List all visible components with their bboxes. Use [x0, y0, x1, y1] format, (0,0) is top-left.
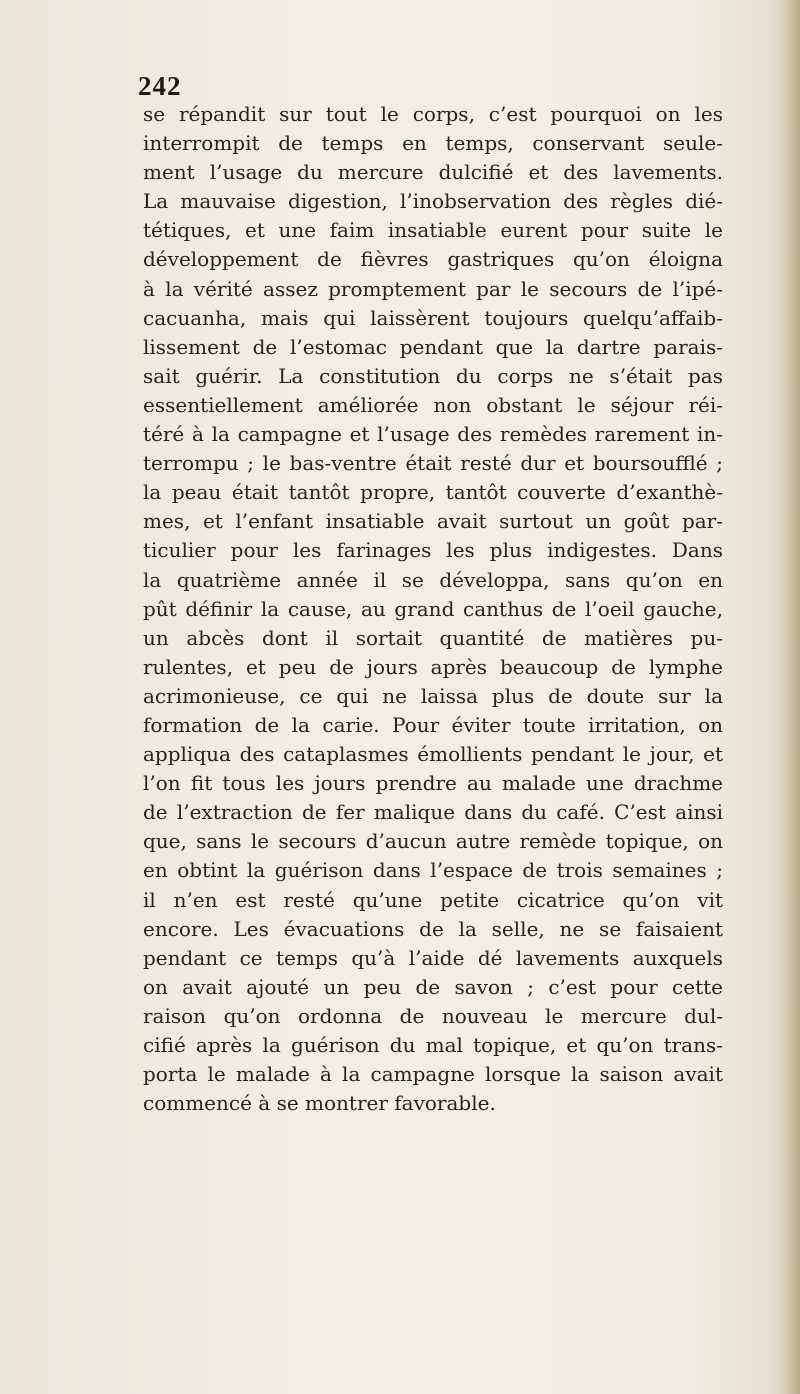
text-line: développement de fièvres gastriques qu’on éloigna — [143, 247, 723, 272]
text-line: pendant ce temps qu’à l’aide dé lavements auxquels — [143, 945, 723, 970]
text-line: se répandit sur tout le corps, c’est pourquoi on les — [143, 102, 723, 126]
text-line: un abcès dont il sortait quantité de matières pu- — [143, 625, 723, 650]
text-line: La mauvaise digestion, l’inobservation des règles dié- — [143, 189, 723, 214]
text-line: ticulier pour les farinages les plus indigestes. Dans — [143, 538, 723, 563]
text-line: mes, et l’enfant insatiable avait surtout un goût par- — [143, 509, 723, 534]
text-line: encore. Les évacuations de la selle, ne se faisaient — [143, 916, 723, 941]
text-line: que, sans le secours d’aucun autre remède topique, on — [143, 829, 723, 854]
text-line: il n’en est resté qu’une petite cicatrice qu’on vit — [143, 887, 723, 912]
text-line: à la vérité assez promptement par le secours de l’ipé- — [143, 276, 723, 301]
text-line: acrimonieuse, ce qui ne laissa plus de doute sur la — [143, 683, 723, 708]
body-text — [143, 100, 723, 1118]
text-line: ment l’usage du mercure dulcifié et des lavements. — [143, 160, 723, 185]
text-line: appliqua des cataplasmes émollients pendant le jour, et — [143, 742, 723, 767]
page-edge-shadow — [774, 0, 800, 1394]
text-line: la quatrième année il se développa, sans qu’on en — [143, 567, 723, 592]
text-line: commencé à se montrer favorable. — [143, 1091, 496, 1116]
text-line: pût définir la cause, au grand canthus de l’oeil gauche, — [143, 596, 723, 621]
text-line: formation de la carie. Pour éviter toute irritation, on — [143, 712, 723, 737]
text-line: la peau était tantôt propre, tantôt couverte d’exanthè- — [143, 480, 723, 505]
text-line: tétiques, et une faim insatiable eurent pour suite le — [143, 218, 723, 243]
text-line: l’on fit tous les jours prendre au malade une drachme — [143, 771, 723, 796]
text-line: interrompit de temps en temps, conservant seule- — [143, 131, 723, 156]
text-line: essentiellement améliorée non obstant le séjour réi- — [143, 392, 723, 417]
text-line: on avait ajouté un peu de savon ; c’est pour cette — [143, 974, 723, 999]
text-line: cacuanha, mais qui laissèrent toujours quelqu’affaib- — [143, 305, 723, 330]
text-line: de l’extraction de fer malique dans du café. C’est ainsi — [143, 800, 723, 825]
text-line: raison qu’on ordonna de nouveau le mercure dul- — [143, 1003, 723, 1028]
text-line: cifié après la guérison du mal topique, et qu’on trans- — [143, 1033, 723, 1057]
text-line: sait guérir. La constitution du corps ne s’était pas — [143, 363, 723, 388]
text-line: rulentes, et peu de jours après beaucoup de lymphe — [143, 654, 723, 679]
text-line: terrompu ; le bas-ventre était resté dur et boursoufflé ; — [143, 451, 723, 476]
page-number: 242 — [138, 71, 182, 101]
text-line: porta le malade à la campagne lorsque la saison avait — [143, 1062, 723, 1087]
text-line: en obtint la guérison dans l’espace de trois semaines ; — [143, 858, 723, 883]
text-line: téré à la campagne et l’usage des remèdes rarement in- — [143, 422, 723, 447]
text-line: lissement de l’estomac pendant que la dartre parais- — [143, 334, 723, 359]
